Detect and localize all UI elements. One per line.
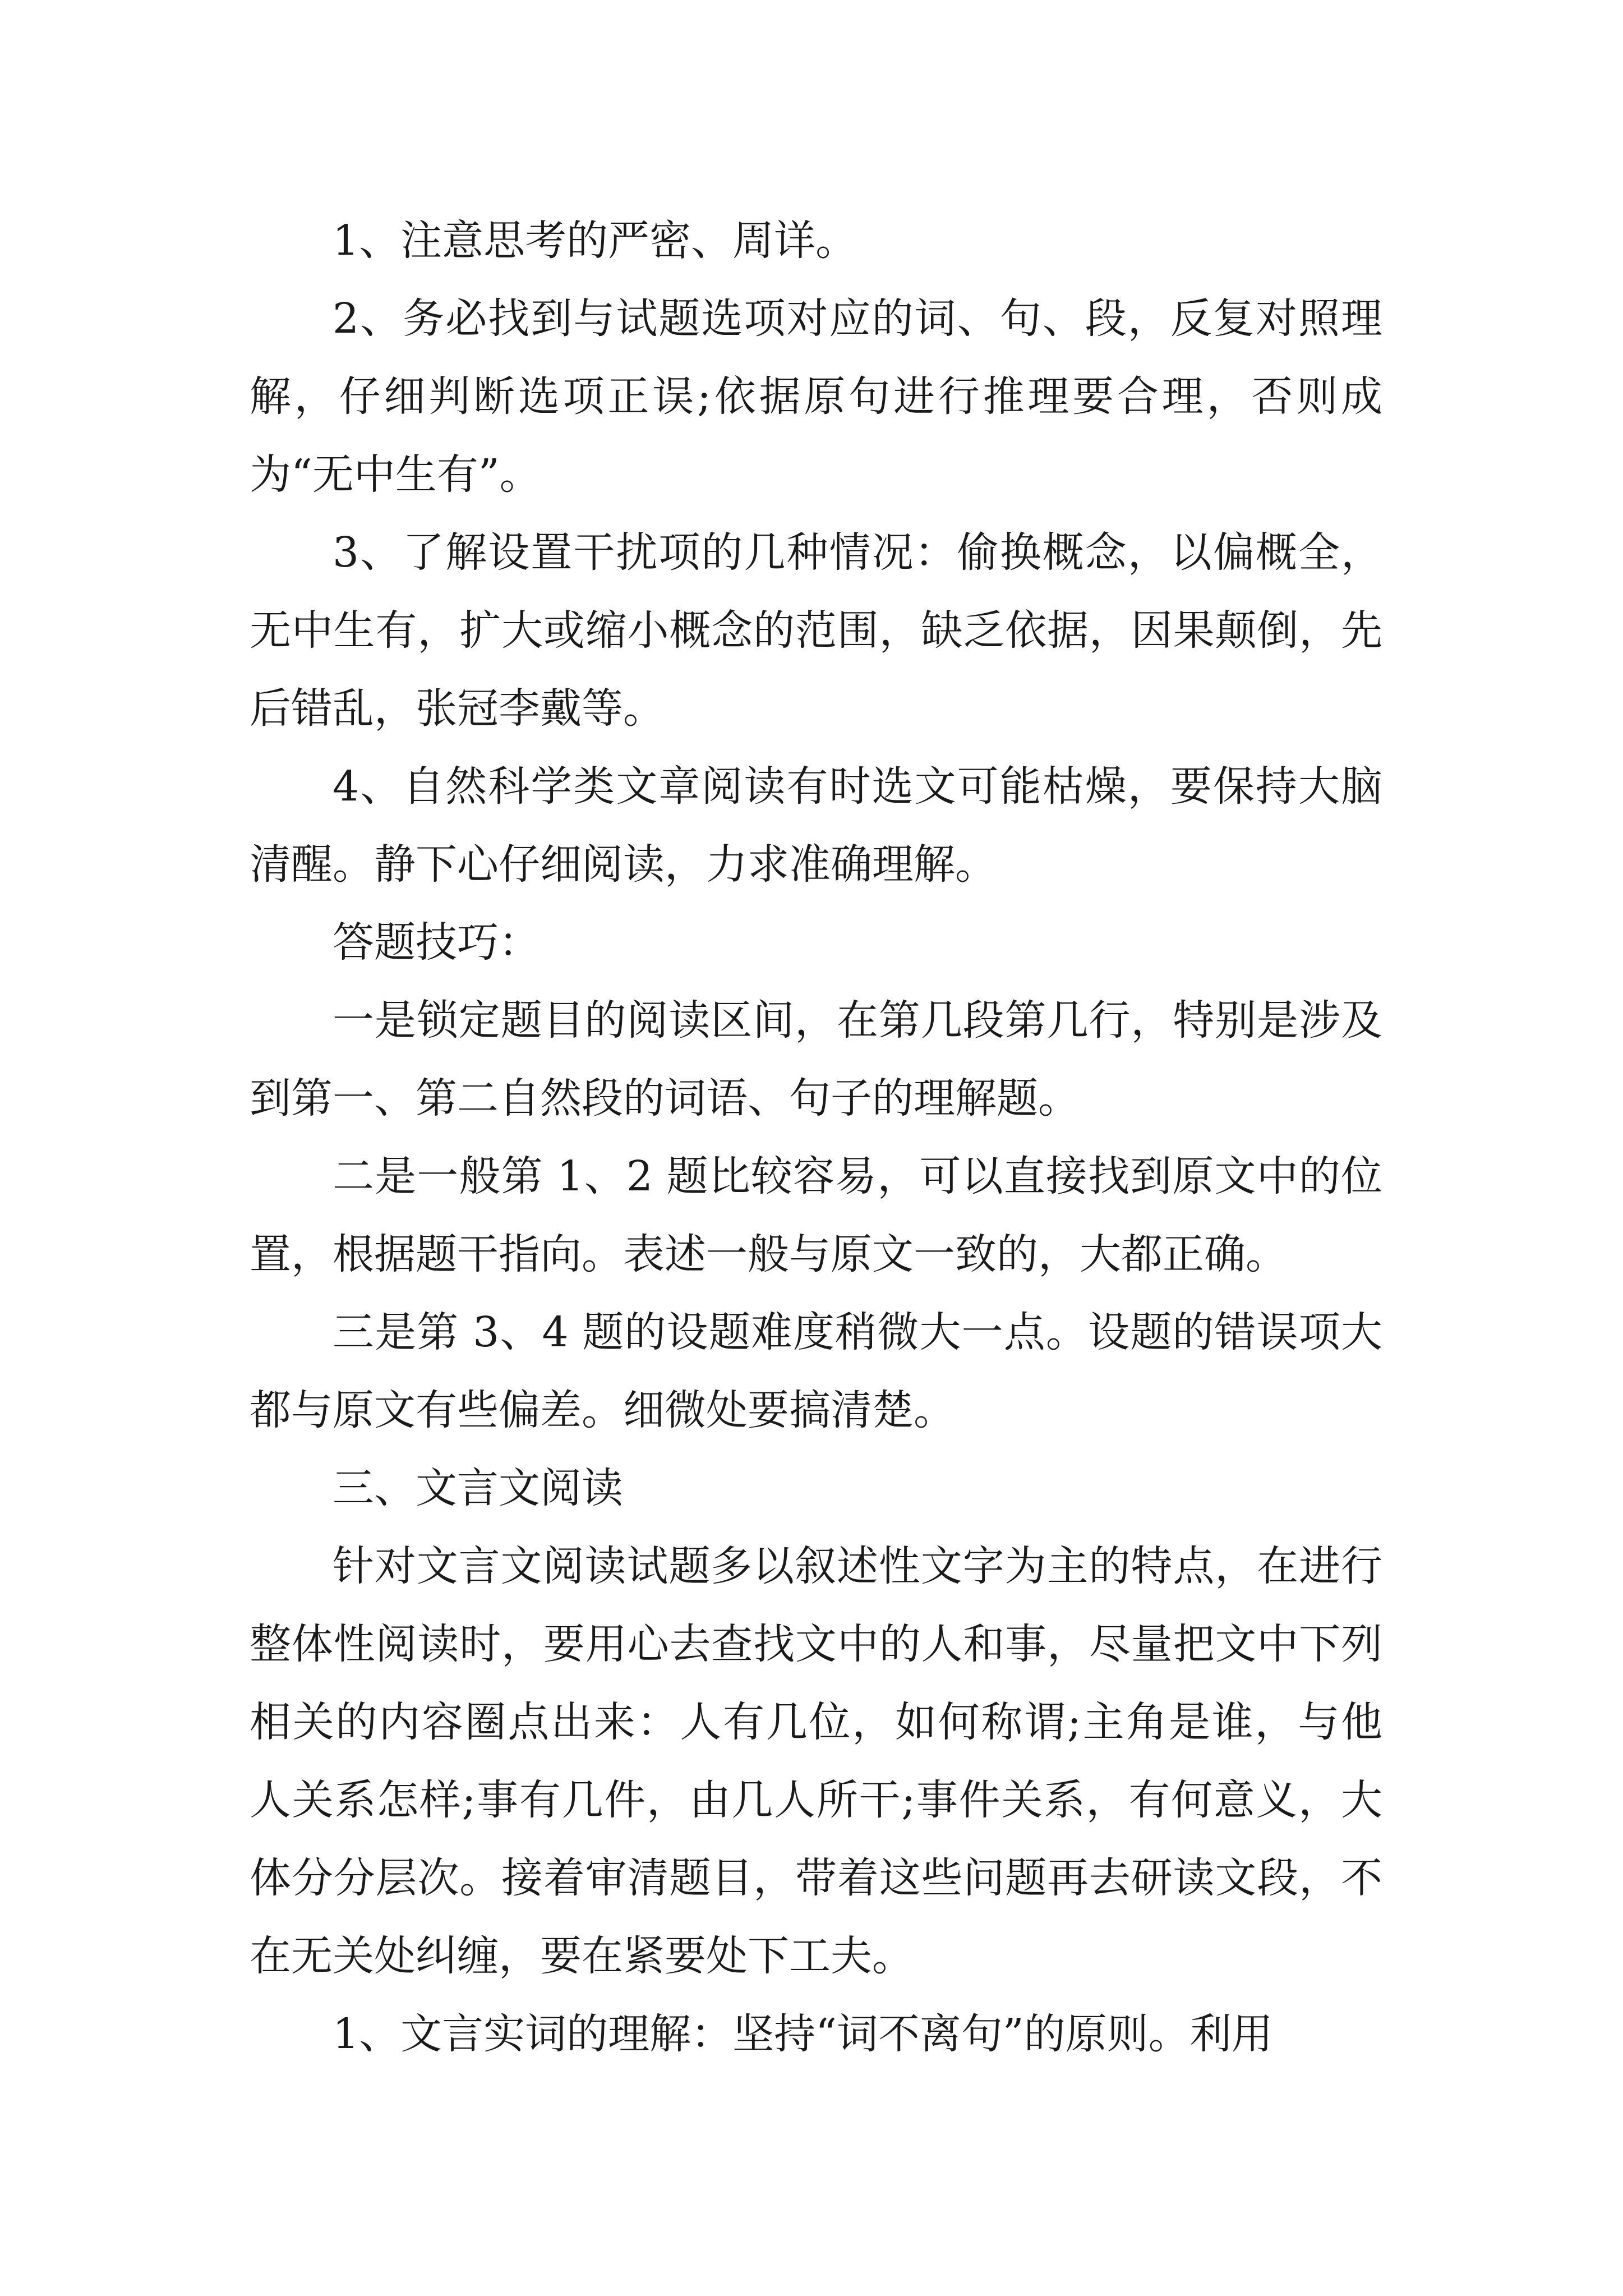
paragraph-point-3: 3、了解设置干扰项的几种情况：偷换概念，以偏概全，无中生有，扩大或缩小概念的范围，缺乏依据，因果颠倒，先后错乱，张冠李戴等。	[250, 528, 1382, 733]
document-page	[250, 202, 1382, 2073]
paragraph-tip-1: 一是锁定题目的阅读区间，在第几段第几行，特别是涉及到第一、第二自然段的词语、句子的理解题。	[250, 996, 1382, 1122]
paragraph-point-1: 1、注意思考的严密、周详。	[333, 217, 857, 265]
paragraph-tip-3: 三是第 3、4 题的设题难度稍微大一点。设题的错误项大都与原文有些偏差。细微处要搞清楚。	[250, 1308, 1382, 1434]
paragraph-classical-point-1: 1、文言实词的理解：坚持“词不离句”的原则。利用	[333, 2010, 1273, 2058]
paragraph-point-4: 4、自然科学类文章阅读有时选文可能枯燥，要保持大脑清醒。静下心仔细阅读，力求准确理解。	[250, 762, 1382, 889]
paragraph-point-2: 2、务必找到与试题选项对应的词、句、段，反复对照理解，仔细判断选项正误;依据原句进行推理要合理，否则成为“无中生有”。	[250, 295, 1382, 499]
section-heading-classical-chinese: 三、文言文阅读	[333, 1464, 623, 1512]
paragraph-classical-intro: 针对文言文阅读试题多以叙述性文字为主的特点，在进行整体性阅读时，要用心去查找文中的人和事，尽量把文中下列相关的内容圈点出来：人有几位，如何称谓;主角是谁，与他人关系怎样;事有几件，由几人所干;事件关系，有何意义，大体分分层次。接着审清题目，带着这些问题再去研读文段，不在无关处纠缠，要在紧要处下工夫。	[250, 1542, 1382, 1980]
paragraph-tip-2: 二是一般第 1、2 题比较容易，可以直接找到原文中的位置，根据题干指向。表述一般与原文一致的，大都正确。	[250, 1152, 1382, 1278]
heading-answer-tips: 答题技巧：	[333, 918, 540, 967]
